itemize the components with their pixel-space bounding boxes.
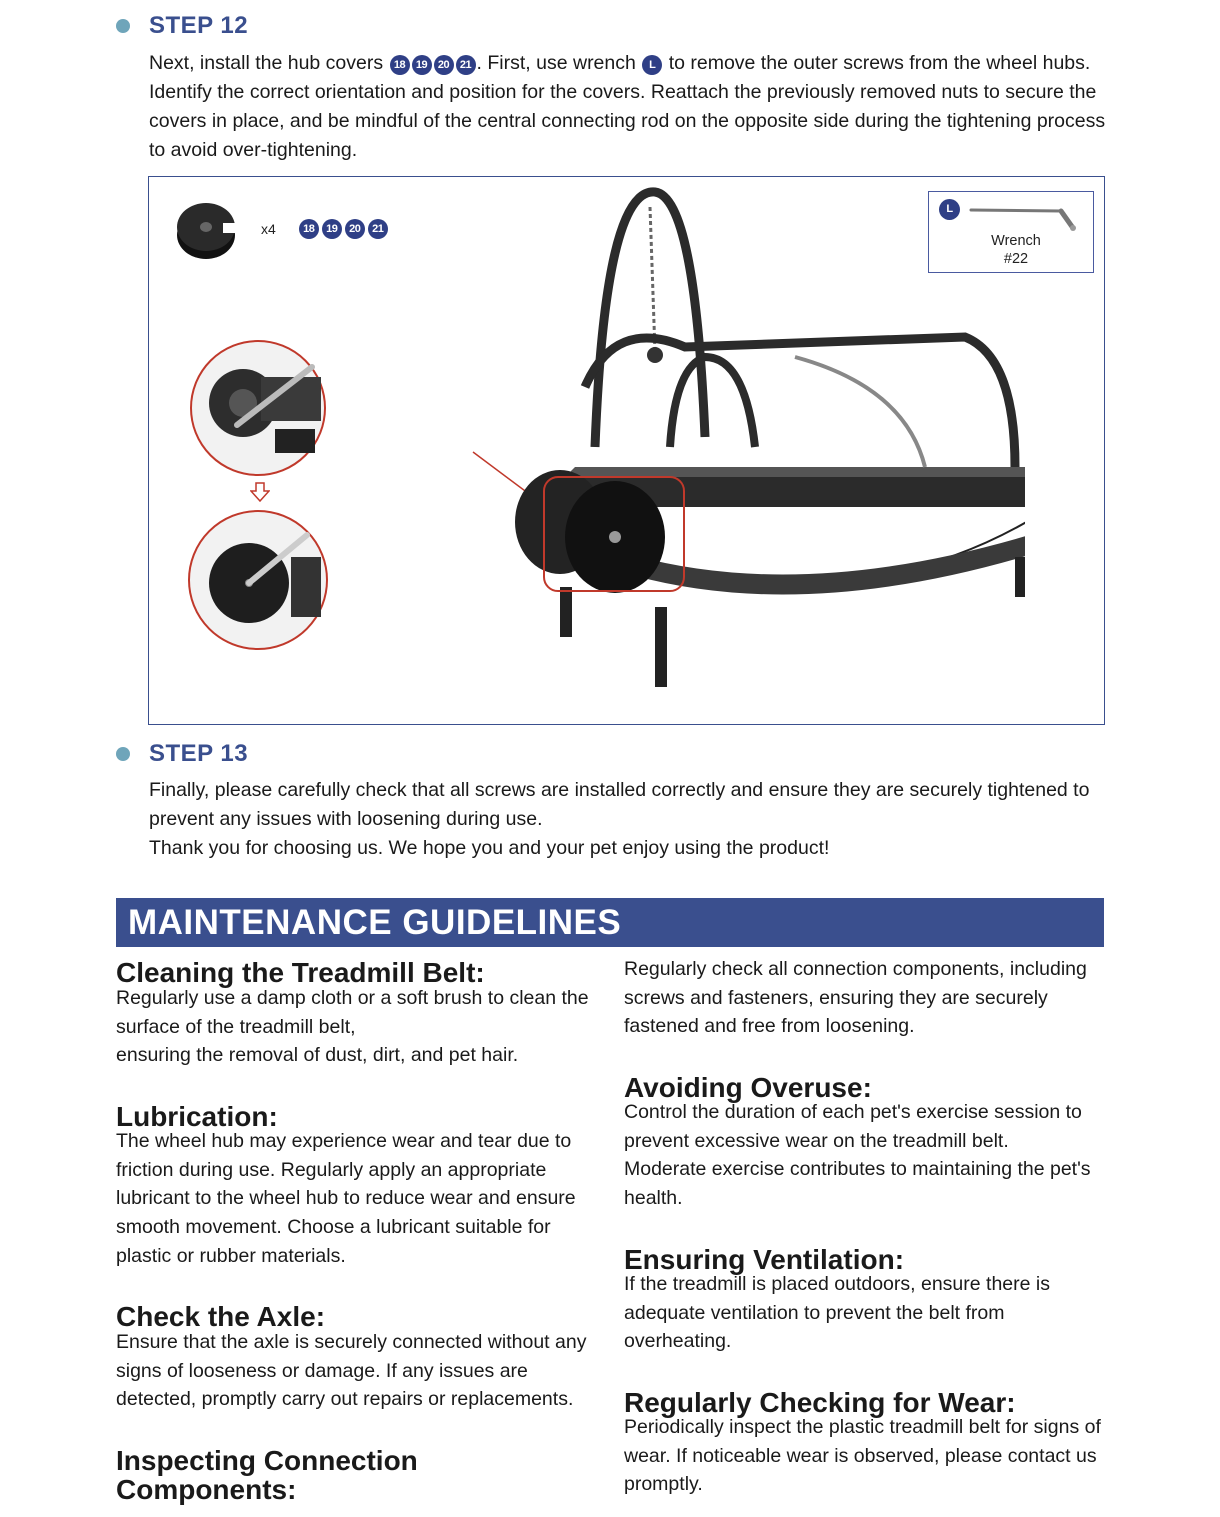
part-badge: 20 xyxy=(345,219,365,239)
step-12-text-c: to remove the outer screws from the wheel hubs. Identify the correct orientation and position for the covers. Reattach the previously removed nuts to secure the covers in place, and be mindful of the central connecting rod on the opposite side during the tightening process to avoid over-tightening. xyxy=(149,52,1106,161)
assembly-figure xyxy=(148,176,1105,725)
overuse-heading: Avoiding Overuse: xyxy=(624,1072,872,1103)
step-12-text-b: . First, use wrench xyxy=(476,52,636,74)
treadmill-illustration xyxy=(325,187,1025,717)
bullet-dot-icon xyxy=(116,747,130,761)
inspecting-body: Regularly check all connection components, including screws and fasteners, ensuring they are securely fastened and free from loosening. xyxy=(624,958,1087,1038)
cleaning-heading: Cleaning the Treadmill Belt: xyxy=(116,957,485,988)
cleaning-body xyxy=(116,984,596,1070)
cleaning-body-2: ensuring the removal of dust, dirt, and pet hair. xyxy=(116,1044,519,1067)
tool-size: #22 xyxy=(1003,251,1029,267)
part-badge: 19 xyxy=(322,219,342,239)
wear-heading: Regularly Checking for Wear: xyxy=(624,1387,1016,1418)
part-badge: 18 xyxy=(390,55,410,75)
step-12-instructions xyxy=(149,49,1109,165)
bullet-dot-icon xyxy=(116,19,130,33)
tool-name: Wrench xyxy=(991,233,1041,249)
part-badge: 21 xyxy=(368,219,388,239)
parts-quantity: x4 xyxy=(261,221,276,237)
step-12-header xyxy=(116,12,248,40)
step-12-title: STEP 12 xyxy=(149,12,249,39)
step-12-text-a: Next, install the hub covers xyxy=(149,52,384,74)
lubrication-body: The wheel hub may experience wear and tear due to friction during use. Regularly apply an appropriate lubricant to the wheel hub to reduce wear and ensure smooth movement. Choose a lubricant suitable for plastic or rubber materials. xyxy=(116,1130,576,1267)
part-badge: 19 xyxy=(412,55,432,75)
overuse-body: Control the duration of each pet's exercise session to prevent excessive wear on the treadmill belt. Moderate exercise contributes to maintaining the pet's health. xyxy=(624,1101,1091,1210)
part-badge: 18 xyxy=(299,219,319,239)
cleaning-body-1: Regularly use a damp cloth or a soft brush to clean the surface of the treadmill belt, xyxy=(116,987,589,1038)
lubrication-heading: Lubrication: xyxy=(116,1101,278,1132)
maintenance-banner xyxy=(116,898,1104,947)
wear-body: Periodically inspect the plastic treadmill belt for signs of wear. If noticeable wear is observed, please contact us promptly. xyxy=(624,1416,1101,1496)
detail-before-illustration xyxy=(187,337,335,477)
maintenance-title: MAINTENANCE GUIDELINES xyxy=(128,903,622,942)
ventilation-body: If the treadmill is placed outdoors, ensure there is adequate ventilation to prevent the belt from overheating. xyxy=(624,1273,1050,1353)
part-badge: 21 xyxy=(456,55,476,75)
hub-cover-icon xyxy=(175,197,237,261)
step-13-header xyxy=(116,740,248,768)
thank-you-text: Thank you for choosing us. We hope you and your pet enjoy using the product! xyxy=(149,837,830,859)
step-13-title: STEP 13 xyxy=(149,740,249,767)
step-13-instructions xyxy=(149,776,1109,863)
tool-badge: L xyxy=(642,55,662,75)
tool-badge: L xyxy=(939,199,960,220)
part-badge: 20 xyxy=(434,55,454,75)
step-13-text: Finally, please carefully check that all screws are installed correctly and ensure they are securely tightened to prevent any issues with loosening during use. xyxy=(149,779,1090,830)
arrow-down-icon xyxy=(250,481,270,503)
detail-after-illustration xyxy=(187,507,335,652)
axle-body: Ensure that the axle is securely connected without any signs of looseness or damage. If any issues are detected, promptly carry out repairs or replacements. xyxy=(116,1331,587,1411)
axle-heading: Check the Axle: xyxy=(116,1301,326,1332)
inspecting-heading: Inspecting Connection Components: xyxy=(116,1445,418,1505)
ventilation-heading: Ensuring Ventilation: xyxy=(624,1244,905,1275)
